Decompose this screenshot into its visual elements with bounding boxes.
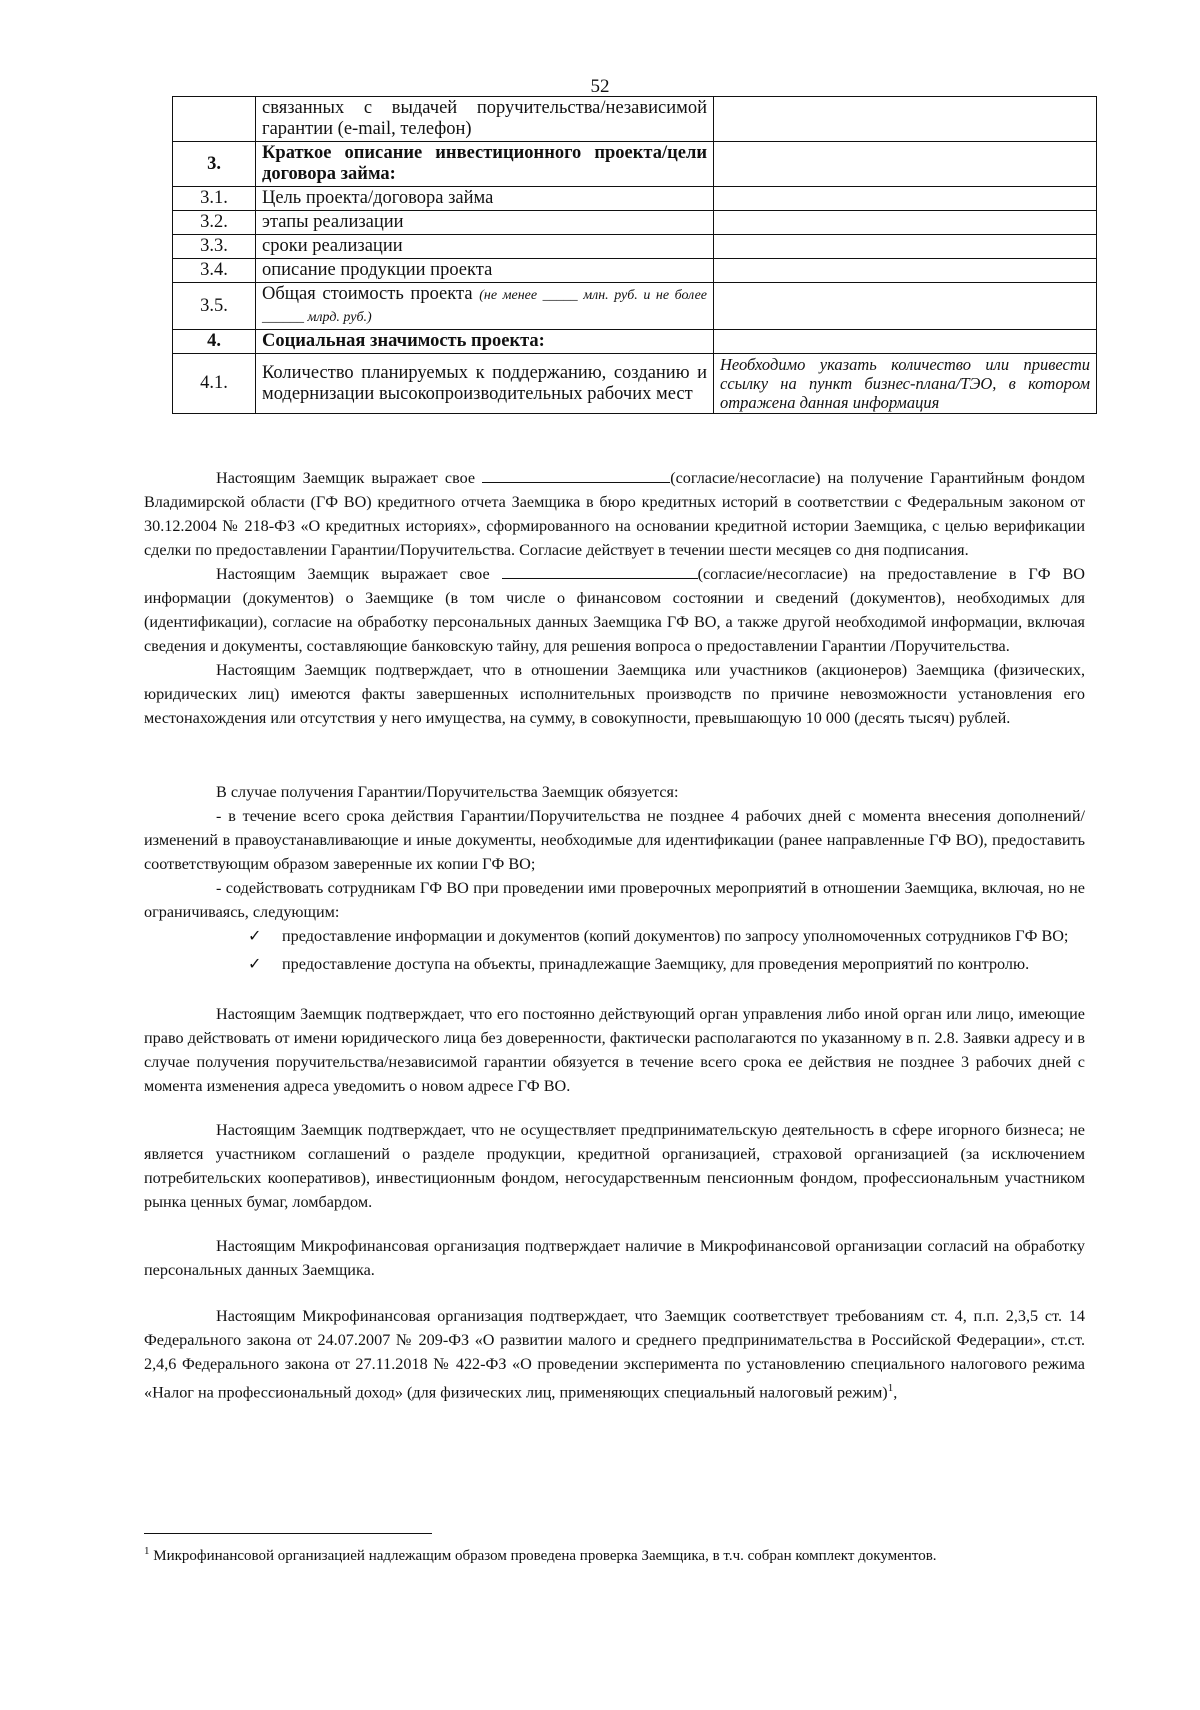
checklist-item: ✓ предоставление доступа на объекты, принадлежащие Заемщику, для проведения мероприятий по контролю. bbox=[144, 952, 1085, 976]
row-description: сроки реализации bbox=[256, 235, 714, 259]
consent-data-processing: Настоящим Заемщик выражает свое (согласие/несогласие) на предоставление в ГФ ВО информации (документов) о Заемщике (в том числе о финансовом состоянии и сведений (документов), необходимых для (идентификации), согласие на обработку персональных данных Заемщика ГФ ВО, а также другой необходимой информации, включая сведения и документы, составляющие банковскую тайну, для решения вопроса о предоставлении Гарантии /Поручительства. bbox=[144, 565, 1085, 655]
row-description: Социальная значимость проекта: bbox=[256, 330, 714, 354]
table-row bbox=[173, 187, 1097, 211]
table-row bbox=[173, 97, 1097, 142]
address-statement: Настоящим Заемщик подтверждает, что его постоянно действующий орган управления либо иной орган или лицо, имеющие право действовать от имени юридического лица без доверенности, фактически располагаются по указанному в п. 2.8. Заявки адресу и в случае получения поручительства/независимой гарантии обязуется в течение всего срока ее действия не позднее 3 рабочих дней с момента изменения адреса уведомить о новом адресе ГФ ВО. bbox=[144, 1005, 1085, 1095]
row-value[interactable] bbox=[714, 259, 1097, 283]
footnote-text: Микрофинансовой организацией надлежащим образом проведена проверка Заемщика, в т.ч. собран комплект документов. bbox=[153, 1548, 937, 1564]
table-row bbox=[173, 142, 1097, 187]
row-description: связанных с выдачей поручительства/независимой гарантии (e-mail, телефон) bbox=[256, 97, 714, 142]
row-number: 3.3. bbox=[173, 235, 256, 259]
obligations-intro: В случае получения Гарантии/Поручительства Заемщик обязуется: bbox=[216, 783, 679, 801]
footnote-divider bbox=[144, 1533, 432, 1534]
cost-range-note: (не менее _____ млн. руб. и не более ______ млрд. руб.) bbox=[262, 288, 707, 325]
row-value[interactable]: Необходимо указать количество или привести ссылку на пункт бизнес-плана/ТЭО, в котором отражена данная информация bbox=[714, 354, 1097, 414]
enforcement-statement: Настоящим Заемщик подтверждает, что в отношении Заемщика или участников (акционеров) Заемщика (физических, юридических лиц) имеются факты завершенных исполнительных производств по причине невозможности установления его местонахождения или отсутствия у него имущества, на сумму, в совокупности, превышающую 10 000 (десять тысяч) рублей. bbox=[144, 661, 1085, 727]
row-number: 3. bbox=[173, 142, 256, 187]
row-number: 3.4. bbox=[173, 259, 256, 283]
table-row bbox=[173, 259, 1097, 283]
mfo-consent-statement: Настоящим Микрофинансовая организация подтверждает наличие в Микрофинансовой организации согласий на обработку персональных данных Заемщика. bbox=[144, 1237, 1085, 1279]
row-description: описание продукции проекта bbox=[256, 259, 714, 283]
blank-line[interactable] bbox=[502, 564, 698, 579]
obligations-section bbox=[144, 780, 1085, 976]
checkmark-icon: ✓ bbox=[248, 955, 262, 973]
footnote bbox=[144, 1541, 1085, 1566]
row-description: Общая стоимость проекта (не менее _____ млн. руб. и не более ______ млрд. руб.) bbox=[256, 283, 714, 330]
obligation-cooperate: - содействовать сотрудникам ГФ ВО при проведении ими проверочных мероприятий в отношении Заемщика, включая, но не ограничиваясь, следующим: bbox=[144, 879, 1085, 921]
consent-credit-report: Настоящим Заемщик выражает свое (согласие/несогласие) на получение Гарантийным фондом Владимирской области (ГФ ВО) кредитного отчета Заемщика в бюро кредитных историй в соответствии с Федеральным законом от 30.12.2004 № 218-ФЗ «О кредитных историях», сформированного на основании кредитной истории Заемщика, с целью верификации сделки по предоставлении Гарантии/Поручительства. Согласие действует в течении шести месяцев со дня подписания. bbox=[144, 469, 1086, 559]
row-description: Количество планируемых к поддержанию, созданию и модернизации высокопроизводительных рабочих мест bbox=[256, 354, 714, 414]
row-number bbox=[173, 97, 256, 142]
row-value[interactable] bbox=[714, 235, 1097, 259]
footnote-ref[interactable]: 1 bbox=[887, 1382, 894, 1394]
table-row bbox=[173, 330, 1097, 354]
row-value[interactable] bbox=[714, 283, 1097, 330]
table-row bbox=[173, 283, 1097, 330]
row-description: этапы реализации bbox=[256, 211, 714, 235]
blank-line[interactable] bbox=[482, 468, 670, 483]
row-number: 3.5. bbox=[173, 283, 256, 330]
row-description: Цель проекта/договора займа bbox=[256, 187, 714, 211]
table-row bbox=[173, 211, 1097, 235]
row-value[interactable] bbox=[714, 187, 1097, 211]
page-number: 52 bbox=[590, 76, 610, 97]
consent-section bbox=[144, 466, 1085, 730]
business-statement: Настоящим Заемщик подтверждает, что не осуществляет предпринимательскую деятельность в сфере игорного бизнеса; не является участником соглашений о разделе продукции, кредитной организацией, страховой организацией (за исключением потребительских кооперативов), инвестиционным фондом, негосударственным пенсионным фондом, профессиональным участником рынка ценных бумаг, ломбардом. bbox=[144, 1121, 1085, 1211]
row-value[interactable] bbox=[714, 330, 1097, 354]
row-number: 3.1. bbox=[173, 187, 256, 211]
row-value[interactable] bbox=[714, 211, 1097, 235]
checkmark-icon: ✓ bbox=[248, 927, 262, 945]
checklist-item: ✓ предоставление информации и документов (копий документов) по запросу уполномоченных сотрудников ГФ ВО; bbox=[144, 924, 1085, 948]
project-info-table bbox=[172, 96, 1097, 414]
row-number: 4. bbox=[173, 330, 256, 354]
row-description: Краткое описание инвестиционного проекта/цели договора займа: bbox=[256, 142, 714, 187]
mfo-compliance-statement: Настоящим Микрофинансовая организация подтверждает, что Заемщик соответствует требованиям ст. 4, п.п. 2,3,5 ст. 14 Федерального закона от 24.07.2007 № 209-ФЗ «О развитии малого и среднего предпринимательства в Российской Федерации», ст.ст. 2,4,6 Федерального закона от 27.11.2018 № 422-ФЗ «О проведении эксперимента по установлению специального налогового режима «Налог на профессиональный доход» (для физических лиц, применяющих специальный налоговый режим)$^1$, bbox=[144, 1307, 1085, 1402]
table-row bbox=[173, 235, 1097, 259]
row-number: 3.2. bbox=[173, 211, 256, 235]
footnote-mark: 1 bbox=[144, 1545, 150, 1557]
obligation-documents: - в течение всего срока действия Гарантии/Поручительства не позднее 4 рабочих дней с момента внесения дополнений/изменений в правоустанавливающие и иные документы, необходимые для идентификации (ранее направленные ГФ ВО), предоставить соответствующим образом заверенные их копии ГФ ВО; bbox=[144, 807, 1085, 873]
row-value[interactable] bbox=[714, 97, 1097, 142]
row-number: 4.1. bbox=[173, 354, 256, 414]
row-value[interactable] bbox=[714, 142, 1097, 187]
table-row bbox=[173, 354, 1097, 414]
